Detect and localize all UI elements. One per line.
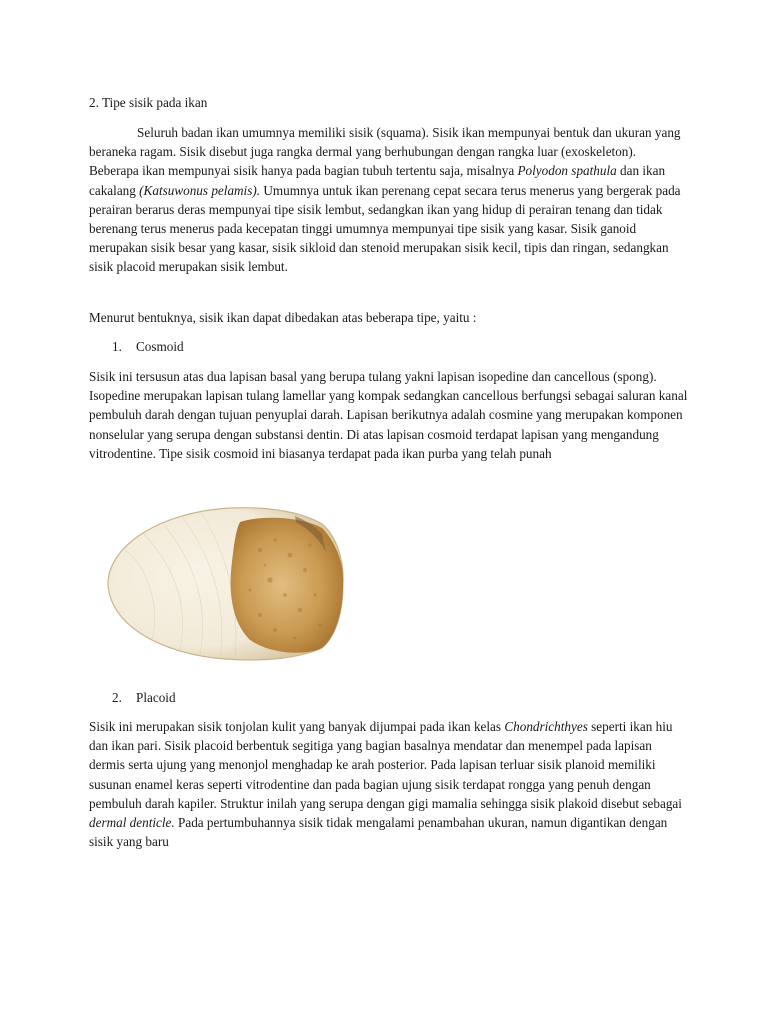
list-number: 2.: [112, 690, 122, 705]
list-number: 1.: [112, 339, 122, 354]
class-chondrichthyes: Chondrichthyes: [504, 719, 588, 734]
placoid-text-3: Pada pertumbuhannya sisik tidak mengalami penambahan ukuran, namun digantikan dengan sisik yang baru: [89, 815, 668, 850]
placoid-text-1: Sisik ini merupakan sisik tonjolan kulit yang banyak dijumpai pada ikan kelas: [89, 719, 505, 734]
placoid-text-2: seperti ikan hiu dan ikan pari. Sisik placoid berbentuk segitiga yang bagian basalnya mendatar dan menempel pada lapisan dermis serta ujung yang menonjol menghadap ke arah posterior. Pada lapisan terluar sisik planoid memiliki susunan enamel keras seperti vitrodentine dan pada bagian ujung sisik terdapat rongga yang penuh dengan pembuluh darah kapiler. Struktur inilah yang serupa dengan gigi mamalia sehingga sisik plakoid disebut sebagai: [89, 719, 682, 811]
section-heading: 2. Tipe sisik pada ikan: [89, 95, 208, 110]
intro-text-1: Seluruh badan ikan umumnya memiliki sisik (squama). Sisik ikan mempunyai bentuk dan ukuran yang beraneka ragam. Sisik disebut juga rangka dermal yang berhubungan dengan rangka luar (exoskeleton). Beberapa ikan mempunyai sisik hanya pada bagian tubuh tertentu saja, misalnya: [89, 125, 681, 179]
classification-intro: Menurut bentuknya, sisik ikan dapat dibedakan atas beberapa tipe, yaitu :: [89, 310, 477, 325]
cosmoid-scale-image: [100, 500, 345, 662]
intro-text-3: Umumnya untuk ikan perenang cepat secara terus menerus yang bergerak pada perairan berarus deras mempunyai tipe sisik lembut, sedangkan ikan yang hidup di perairan tenang dan tidak berenang terus menerus pada kecepatan tinggi umumnya mempunyai tipe sisik yang kasar. Sisik ganoid merupakan sisik besar yang kasar, sisik sikloid dan stenoid merupakan sisik kecil, tipis dan ringan, sedangkan sisik placoid merupakan sisik lembut.: [89, 182, 681, 275]
species-polyodon: Polyodon spathula: [517, 163, 617, 179]
list-item-cosmoid: [112, 337, 184, 356]
cosmoid-description: Sisik ini tersusun atas dua lapisan basal yang berupa tulang yakni lapisan isopedine dan cancellous (spong). Isopedine merupakan lapisan tulang lamellar yang kompak sedangkan cancellous berfungsi sebagai saluran kanal pembuluh darah dengan tujuan penyuplai darah. Lapisan berikutnya adalah cosmine yang merupakan komponen nonselular yang serupa dengan substansi dentin. Di atas lapisan cosmoid terdapat lapisan yang mengandung vitrodentine. Tipe sisik cosmoid ini biasanya terdapat pada ikan purba yang telah punah: [89, 369, 688, 461]
intro-text-2: dan ikan cakalang: [89, 163, 666, 198]
type-name-cosmoid: Cosmoid: [136, 339, 184, 354]
list-item-placoid: [112, 688, 176, 707]
type-name-placoid: Placoid: [136, 690, 176, 705]
species-katsuwonus: (Katsuwonus pelamis).: [139, 182, 261, 198]
intro-paragraph: [89, 123, 689, 277]
placoid-description: [89, 717, 689, 851]
term-dermal-denticle: dermal denticle.: [89, 815, 175, 831]
